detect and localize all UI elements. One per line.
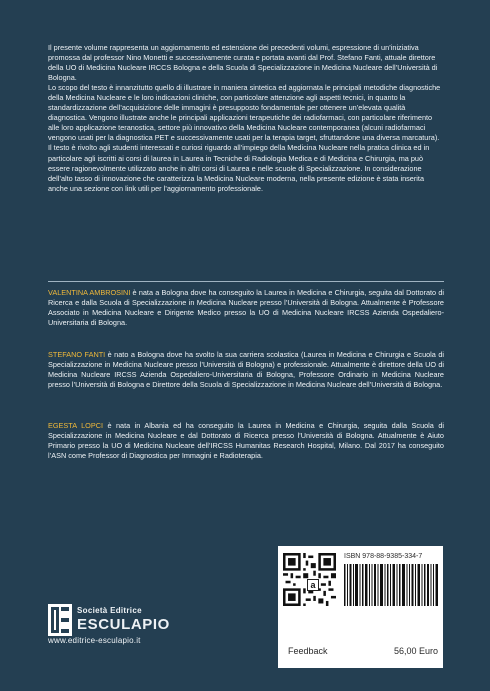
publisher-url: www.editrice-esculapio.it [48,636,141,645]
barcode-icon [344,564,438,606]
author-bio [48,350,444,390]
publisher-name-line2: ESCULAPIO [77,616,170,633]
section-divider [48,281,444,282]
author-name: EGESTA LOPCI [48,421,104,430]
price-label: 56,00 Euro [394,646,439,656]
book-description [48,43,444,194]
author-bio-text: è nata a Bologna dove ha conseguito la Laurea in Medicina e Chirurgia, seguita dal Dottorato di Ricerca e dalla Scuola di Specializzazione in Medicina Nucleare presso l’Università di Bologna. Attualmente è Professore Associato in Medicina Nucleare e Dirigente Medico presso la UO di Medicina Nucleare IRCSS Azienda Ospedaliero-Universitaria di Bologna. [48,288,444,328]
author-bio [48,421,444,461]
isbn-number: ISBN 978-88-9385-334-7 [344,553,423,560]
description-paragraph: Lo scopo del testo è innanzitutto quello di illustrare in maniera sintetica ed aggiornata le principali metodiche diagnostiche della Medicina Nucleare e le loro indicazioni cliniche, con particolare attenzione agli aspetti tecnici, in quanto la standardizzazione dell’acquisizione delle immagini è presupposto fondamentale per ottenere un’elevata qualità diagnostica. Vengono illustrate anche le principali applicazioni terapeutiche dei radiofarmaci, con particolare riferimento alle loro applicazione teranostica, settore più innovativo della Medicina Nucleare contemporanea (alcuni radiofarmaci vengono usati per la diagnostica PET e successivamente usati per la terapia target, sfruttandone una diversa marcatura). [48,83,441,143]
author-bio-text: è nata in Albania ed ha conseguito la Laurea in Medicina e Chirurgia, seguita dalla Scuola di Specializzazione in Medicina Nucleare e dal Dottorato di Ricerca presso l’Università di Bologna. Attualmente è Aiuto Primario presso la UO di Medicina Nucleare dell’IRCSS Humanitas Research Hospital, Milano. Dal 2017 ha conseguito l’ASN come Professor di Diagnostica per Immagini e Radioterapia. [48,421,444,461]
publisher-name-line1: Società Editrice [77,606,142,615]
description-paragraph: Il presente volume rappresenta un aggiornamento ed estensione dei precedenti volumi, espressione di un’iniziativa promossa dal professor Nino Monetti e successivamente curata e portata avanti dal Prof. Stefano Fanti, attuale direttore della UO di Medicina Nucleare IRCCS Bologna e della Scuola di Specializzazione in Medicina Nucleare dell’Università di Bologna. [48,43,438,83]
barcode-panel [278,546,443,668]
author-bio-text: è nato a Bologna dove ha svolto la sua carriera scolastica (Laurea in Medicina e Chirurgia e Scuola di Specializzazione in Medicina Nucleare presso l’Università di Bologna) e professionale. Attualmente è direttore della UO di Medicina Nucleare IRCSS Azienda Ospedaliero-Universitaria di Bologna, Professore Ordinario in Medicina Nucleare presso l’Università di Bologna e Direttore della Scuola di Specializzazione in Medicina Nucleare dell’Università di Bologna. [48,350,445,390]
publisher-logo-icon [48,604,72,636]
amazon-logo-icon: a [307,579,319,591]
author-bio [48,288,444,328]
author-name: STEFANO FANTI [48,350,106,359]
description-paragraph: Il testo è rivolto agli studenti interessati e curiosi riguardo all’impiego della Medicina Nucleare nella pratica clinica ed in particolare agli iscritti ai corsi di laurea in Laurea in Tecniche di Radiologia Medica e di Medicina e Chirurgia, ma può essere ragionevolmente utilizzato anche in altri corsi di Laurea e nelle scuole di Specializzazione. In considerazione dell’alto tasso di innovazione che caratterizza la Medicina Nucleare moderna, nella presente edizione è stata inserita anche una sezione con link utili per l’aggiornamento professionale. [48,143,430,193]
feedback-label: Feedback [288,646,328,656]
author-name: VALENTINA AMBROSINI [48,288,131,297]
